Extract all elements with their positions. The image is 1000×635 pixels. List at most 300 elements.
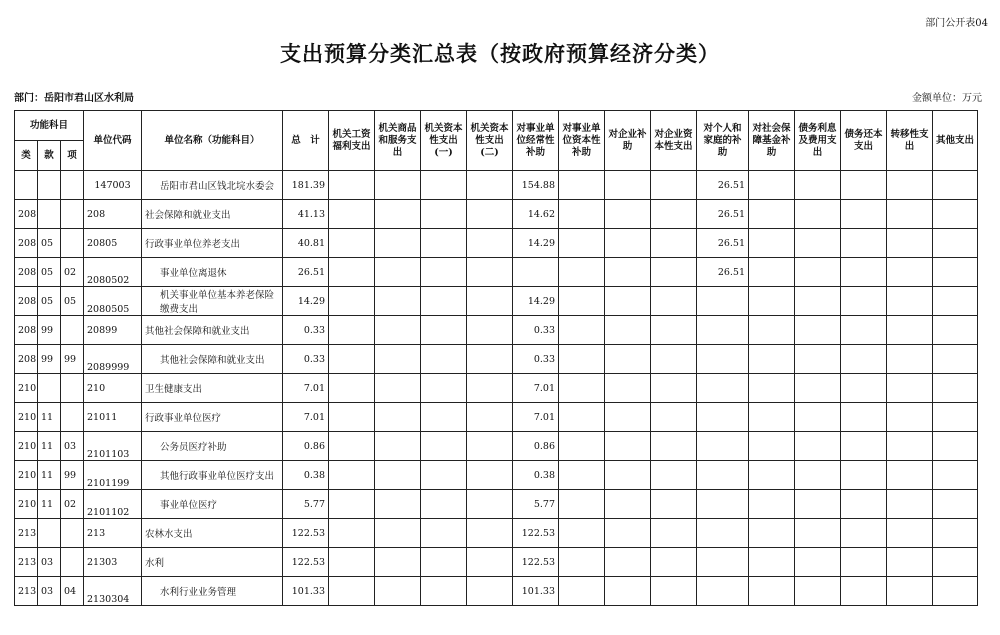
cell-col-4 [467, 171, 513, 200]
cell-col-6 [559, 548, 605, 577]
cell-total: 26.51 [283, 258, 329, 287]
cell-col-1 [329, 229, 375, 258]
cell-col-5: 0.38 [513, 461, 559, 490]
cell-kuan [38, 519, 61, 548]
cell-col-7 [605, 403, 651, 432]
cell-col-12 [841, 171, 887, 200]
cell-unit-name: 公务员医疗补助 [142, 432, 283, 461]
cell-col-4 [467, 577, 513, 606]
cell-unit-name: 水利行业业务管理 [142, 577, 283, 606]
cell-col-3 [421, 287, 467, 316]
cell-col-6 [559, 461, 605, 490]
cell-kuan: 99 [38, 345, 61, 374]
cell-col-10 [749, 577, 795, 606]
func-subject-header: 功能科目 [15, 111, 84, 141]
cell-col-3 [421, 171, 467, 200]
cell-unit-name: 行政事业单位医疗 [142, 403, 283, 432]
cell-col-3 [421, 461, 467, 490]
cell-lei: 208 [15, 258, 38, 287]
cell-col-6 [559, 374, 605, 403]
col-header-12: 债务还本支出 [841, 111, 887, 171]
cell-xiang: 04 [61, 577, 84, 606]
page-title: 支出预算分类汇总表（按政府预算经济分类） [280, 41, 720, 66]
cell-unit-name: 其他社会保障和就业支出 [142, 316, 283, 345]
cell-lei: 210 [15, 403, 38, 432]
cell-col-8 [651, 316, 697, 345]
cell-unit-code: 2089999 [84, 345, 142, 374]
cell-xiang [61, 200, 84, 229]
cell-lei: 210 [15, 490, 38, 519]
cell-kuan: 11 [38, 432, 61, 461]
cell-col-7 [605, 287, 651, 316]
table-row [15, 432, 978, 461]
cell-col-7 [605, 432, 651, 461]
cell-total: 5.77 [283, 490, 329, 519]
cell-lei: 210 [15, 374, 38, 403]
cell-col-3 [421, 577, 467, 606]
cell-col-7 [605, 258, 651, 287]
cell-total: 7.01 [283, 374, 329, 403]
cell-col-1 [329, 403, 375, 432]
cell-col-13 [887, 403, 933, 432]
cell-col-2 [375, 577, 421, 606]
cell-col-1 [329, 345, 375, 374]
kuan-header: 款 [38, 141, 61, 171]
cell-col-2 [375, 403, 421, 432]
cell-lei: 208 [15, 345, 38, 374]
cell-lei: 213 [15, 577, 38, 606]
cell-lei: 208 [15, 287, 38, 316]
table-row [15, 171, 978, 200]
cell-col-10 [749, 519, 795, 548]
cell-kuan: 11 [38, 461, 61, 490]
cell-col-7 [605, 316, 651, 345]
cell-col-9: 26.51 [697, 258, 749, 287]
cell-col-4 [467, 432, 513, 461]
cell-col-5: 14.29 [513, 229, 559, 258]
col-header-6: 对事业单位资本性补助 [559, 111, 605, 171]
cell-col-10 [749, 345, 795, 374]
budget-table [14, 110, 978, 606]
cell-unit-code: 2080502 [84, 258, 142, 287]
cell-col-7 [605, 229, 651, 258]
cell-col-5: 0.33 [513, 345, 559, 374]
cell-unit-code: 210 [84, 374, 142, 403]
cell-col-12 [841, 287, 887, 316]
table-row [15, 461, 978, 490]
cell-col-3 [421, 200, 467, 229]
col-header-5: 对事业单位经常性补助 [513, 111, 559, 171]
col-header-9: 对个人和家庭的补助 [697, 111, 749, 171]
cell-col-2 [375, 490, 421, 519]
cell-col-11 [795, 374, 841, 403]
table-row [15, 374, 978, 403]
col-header-2: 机关商品和服务支出 [375, 111, 421, 171]
cell-col-5: 7.01 [513, 403, 559, 432]
cell-col-7 [605, 490, 651, 519]
cell-col-11 [795, 287, 841, 316]
cell-lei: 208 [15, 229, 38, 258]
cell-total: 122.53 [283, 519, 329, 548]
cell-xiang: 03 [61, 432, 84, 461]
cell-col-12 [841, 461, 887, 490]
cell-col-12 [841, 316, 887, 345]
cell-col-8 [651, 577, 697, 606]
cell-col-4 [467, 200, 513, 229]
cell-col-11 [795, 519, 841, 548]
cell-col-2 [375, 258, 421, 287]
cell-unit-name: 其他社会保障和就业支出 [142, 345, 283, 374]
cell-col-10 [749, 171, 795, 200]
cell-kuan: 05 [38, 258, 61, 287]
cell-total: 7.01 [283, 403, 329, 432]
cell-col-1 [329, 548, 375, 577]
cell-col-14 [933, 229, 978, 258]
cell-col-2 [375, 432, 421, 461]
unit-name-header: 单位名称（功能科目） [142, 111, 283, 171]
cell-col-9 [697, 548, 749, 577]
cell-col-14 [933, 258, 978, 287]
cell-col-5 [513, 258, 559, 287]
cell-col-8 [651, 200, 697, 229]
cell-xiang [61, 548, 84, 577]
cell-col-14 [933, 171, 978, 200]
cell-col-8 [651, 258, 697, 287]
cell-col-9 [697, 403, 749, 432]
cell-col-9 [697, 490, 749, 519]
cell-col-10 [749, 432, 795, 461]
cell-unit-name: 农林水支出 [142, 519, 283, 548]
cell-col-3 [421, 490, 467, 519]
cell-col-5: 14.29 [513, 287, 559, 316]
cell-col-4 [467, 287, 513, 316]
cell-unit-name: 行政事业单位养老支出 [142, 229, 283, 258]
cell-col-11 [795, 345, 841, 374]
cell-col-5: 14.62 [513, 200, 559, 229]
cell-col-13 [887, 519, 933, 548]
cell-col-8 [651, 519, 697, 548]
table-row [15, 229, 978, 258]
table-row [15, 287, 978, 316]
cell-col-6 [559, 287, 605, 316]
cell-col-8 [651, 229, 697, 258]
cell-col-6 [559, 403, 605, 432]
cell-col-13 [887, 287, 933, 316]
cell-col-4 [467, 345, 513, 374]
cell-col-2 [375, 461, 421, 490]
cell-unit-code: 20899 [84, 316, 142, 345]
table-row [15, 258, 978, 287]
cell-kuan: 03 [38, 548, 61, 577]
cell-col-14 [933, 374, 978, 403]
cell-col-1 [329, 258, 375, 287]
total-header: 总 计 [283, 111, 329, 171]
cell-xiang [61, 229, 84, 258]
cell-col-10 [749, 403, 795, 432]
cell-col-8 [651, 345, 697, 374]
cell-col-13 [887, 461, 933, 490]
cell-col-13 [887, 171, 933, 200]
cell-col-9 [697, 345, 749, 374]
cell-col-7 [605, 577, 651, 606]
cell-col-11 [795, 316, 841, 345]
cell-col-3 [421, 316, 467, 345]
cell-col-2 [375, 316, 421, 345]
cell-unit-code: 2080505 [84, 287, 142, 316]
cell-col-9: 26.51 [697, 229, 749, 258]
table-row [15, 200, 978, 229]
cell-col-14 [933, 548, 978, 577]
cell-xiang [61, 403, 84, 432]
cell-col-5: 154.88 [513, 171, 559, 200]
cell-col-14 [933, 200, 978, 229]
cell-col-9: 26.51 [697, 200, 749, 229]
cell-col-10 [749, 548, 795, 577]
cell-col-6 [559, 258, 605, 287]
cell-lei: 213 [15, 519, 38, 548]
table-row [15, 316, 978, 345]
cell-col-10 [749, 229, 795, 258]
cell-kuan [38, 200, 61, 229]
table-row [15, 577, 978, 606]
cell-col-10 [749, 316, 795, 345]
cell-col-11 [795, 577, 841, 606]
col-header-10: 对社会保障基金补助 [749, 111, 795, 171]
cell-col-12 [841, 345, 887, 374]
cell-col-14 [933, 490, 978, 519]
col-header-11: 债务利息及费用支出 [795, 111, 841, 171]
cell-col-6 [559, 171, 605, 200]
cell-col-9: 26.51 [697, 171, 749, 200]
cell-lei: 210 [15, 432, 38, 461]
cell-col-5: 0.86 [513, 432, 559, 461]
cell-unit-name: 岳阳市君山区钱北垸水委会 [142, 171, 283, 200]
cell-col-14 [933, 316, 978, 345]
cell-col-12 [841, 403, 887, 432]
amount-unit-label: 金额单位：万元 [912, 93, 982, 104]
cell-xiang: 99 [61, 345, 84, 374]
cell-unit-name: 社会保障和就业支出 [142, 200, 283, 229]
table-row [15, 490, 978, 519]
cell-col-1 [329, 374, 375, 403]
cell-xiang [61, 374, 84, 403]
cell-lei: 208 [15, 200, 38, 229]
table-row [15, 345, 978, 374]
cell-col-10 [749, 200, 795, 229]
cell-col-13 [887, 490, 933, 519]
cell-unit-code: 208 [84, 200, 142, 229]
cell-col-1 [329, 287, 375, 316]
cell-col-14 [933, 577, 978, 606]
cell-col-14 [933, 461, 978, 490]
cell-col-7 [605, 548, 651, 577]
cell-col-9 [697, 374, 749, 403]
cell-col-5: 7.01 [513, 374, 559, 403]
cell-col-1 [329, 461, 375, 490]
cell-col-5: 122.53 [513, 519, 559, 548]
cell-col-2 [375, 229, 421, 258]
cell-col-4 [467, 519, 513, 548]
cell-unit-code: 2130304 [84, 577, 142, 606]
col-header-13: 转移性支出 [887, 111, 933, 171]
cell-total: 0.38 [283, 461, 329, 490]
cell-kuan: 11 [38, 403, 61, 432]
cell-col-6 [559, 577, 605, 606]
cell-col-7 [605, 519, 651, 548]
cell-col-9 [697, 577, 749, 606]
cell-total: 14.29 [283, 287, 329, 316]
cell-col-11 [795, 171, 841, 200]
cell-col-1 [329, 432, 375, 461]
cell-total: 101.33 [283, 577, 329, 606]
cell-col-12 [841, 200, 887, 229]
cell-col-3 [421, 374, 467, 403]
col-header-8: 对企业资本性支出 [651, 111, 697, 171]
cell-col-8 [651, 548, 697, 577]
cell-col-1 [329, 490, 375, 519]
cell-col-12 [841, 519, 887, 548]
cell-col-9 [697, 287, 749, 316]
cell-col-9 [697, 519, 749, 548]
cell-col-8 [651, 287, 697, 316]
cell-col-7 [605, 200, 651, 229]
cell-xiang: 02 [61, 490, 84, 519]
cell-col-2 [375, 548, 421, 577]
cell-col-13 [887, 345, 933, 374]
cell-col-12 [841, 258, 887, 287]
cell-total: 0.86 [283, 432, 329, 461]
cell-col-4 [467, 403, 513, 432]
cell-lei: 213 [15, 548, 38, 577]
cell-col-11 [795, 461, 841, 490]
table-row [15, 403, 978, 432]
cell-col-12 [841, 577, 887, 606]
cell-col-14 [933, 345, 978, 374]
col-header-1: 机关工资福利支出 [329, 111, 375, 171]
cell-col-11 [795, 403, 841, 432]
cell-col-1 [329, 171, 375, 200]
cell-col-4 [467, 374, 513, 403]
cell-unit-name: 机关事业单位基本养老保险缴费支出 [142, 287, 283, 316]
cell-col-3 [421, 432, 467, 461]
cell-kuan [38, 171, 61, 200]
cell-unit-name: 卫生健康支出 [142, 374, 283, 403]
cell-total: 0.33 [283, 345, 329, 374]
cell-col-10 [749, 490, 795, 519]
table-row [15, 548, 978, 577]
cell-col-13 [887, 200, 933, 229]
cell-kuan: 99 [38, 316, 61, 345]
cell-col-4 [467, 258, 513, 287]
cell-col-11 [795, 432, 841, 461]
header-row-1 [15, 111, 978, 141]
cell-col-10 [749, 461, 795, 490]
cell-col-10 [749, 374, 795, 403]
cell-col-6 [559, 519, 605, 548]
cell-col-13 [887, 229, 933, 258]
cell-xiang: 05 [61, 287, 84, 316]
cell-col-13 [887, 374, 933, 403]
cell-total: 40.81 [283, 229, 329, 258]
cell-unit-code: 20805 [84, 229, 142, 258]
cell-col-2 [375, 287, 421, 316]
cell-col-13 [887, 258, 933, 287]
cell-col-3 [421, 403, 467, 432]
cell-col-3 [421, 345, 467, 374]
cell-col-8 [651, 432, 697, 461]
cell-xiang [61, 316, 84, 345]
cell-col-2 [375, 345, 421, 374]
cell-total: 181.39 [283, 171, 329, 200]
cell-unit-name: 水利 [142, 548, 283, 577]
cell-col-1 [329, 577, 375, 606]
table-row [15, 519, 978, 548]
cell-kuan: 03 [38, 577, 61, 606]
cell-col-4 [467, 548, 513, 577]
cell-col-2 [375, 519, 421, 548]
cell-col-6 [559, 316, 605, 345]
cell-col-10 [749, 287, 795, 316]
cell-col-8 [651, 490, 697, 519]
cell-kuan: 05 [38, 287, 61, 316]
cell-col-6 [559, 345, 605, 374]
cell-col-12 [841, 432, 887, 461]
cell-col-3 [421, 548, 467, 577]
cell-col-11 [795, 490, 841, 519]
cell-xiang [61, 519, 84, 548]
cell-col-14 [933, 432, 978, 461]
cell-col-5: 101.33 [513, 577, 559, 606]
col-header-7: 对企业补助 [605, 111, 651, 171]
cell-unit-name: 其他行政事业单位医疗支出 [142, 461, 283, 490]
cell-col-2 [375, 200, 421, 229]
cell-total: 122.53 [283, 548, 329, 577]
cell-col-6 [559, 432, 605, 461]
cell-col-9 [697, 316, 749, 345]
cell-col-13 [887, 316, 933, 345]
cell-kuan: 05 [38, 229, 61, 258]
col-header-3: 机关资本性支出(一) [421, 111, 467, 171]
cell-col-4 [467, 461, 513, 490]
cell-lei [15, 171, 38, 200]
cell-col-6 [559, 229, 605, 258]
cell-kuan [38, 374, 61, 403]
cell-col-8 [651, 403, 697, 432]
cell-xiang [61, 171, 84, 200]
cell-col-11 [795, 200, 841, 229]
cell-col-4 [467, 229, 513, 258]
cell-col-12 [841, 548, 887, 577]
cell-unit-code: 2101103 [84, 432, 142, 461]
cell-col-5: 0.33 [513, 316, 559, 345]
cell-col-14 [933, 519, 978, 548]
cell-col-14 [933, 287, 978, 316]
lei-header: 类 [15, 141, 38, 171]
cell-col-12 [841, 374, 887, 403]
cell-col-1 [329, 200, 375, 229]
cell-col-6 [559, 200, 605, 229]
cell-col-8 [651, 171, 697, 200]
cell-col-12 [841, 229, 887, 258]
cell-total: 41.13 [283, 200, 329, 229]
cell-unit-name: 事业单位离退休 [142, 258, 283, 287]
cell-col-11 [795, 548, 841, 577]
cell-unit-code: 21011 [84, 403, 142, 432]
cell-col-13 [887, 432, 933, 461]
col-header-4: 机关资本性支出(二) [467, 111, 513, 171]
cell-col-8 [651, 374, 697, 403]
cell-col-7 [605, 461, 651, 490]
